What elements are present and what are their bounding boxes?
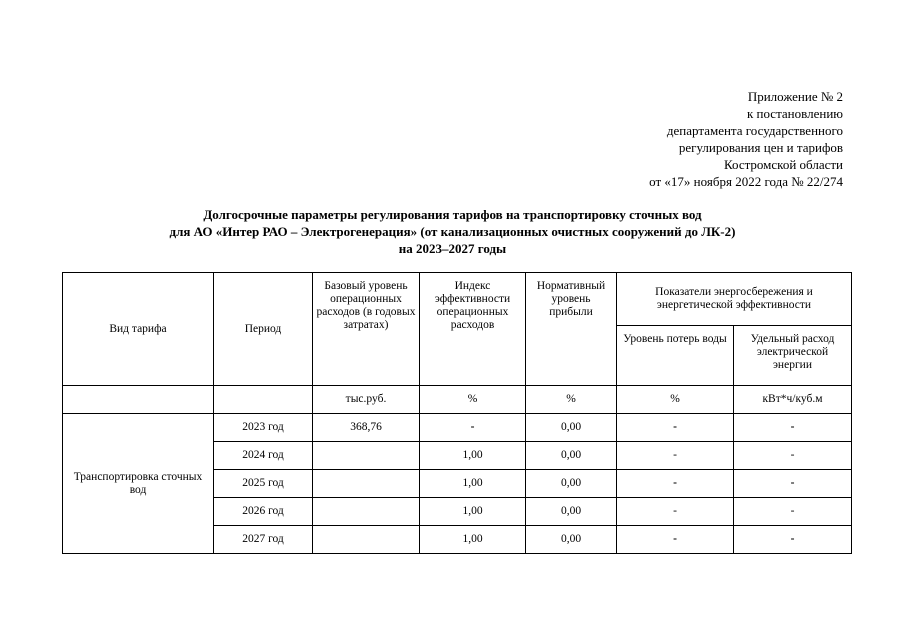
appendix-line: от «17» ноября 2022 года № 22/274 [649, 174, 843, 189]
appendix-line: регулирования цен и тарифов [678, 140, 843, 155]
unit-profit-level: % [526, 386, 617, 414]
header-tariff-type: Вид тарифа [63, 273, 214, 386]
electricity-cell: - [734, 498, 852, 526]
tariff-parameters-table [62, 272, 852, 554]
profit-level-cell: 0,00 [526, 414, 617, 442]
water-loss-cell: - [617, 498, 734, 526]
unit-base-level: тыс.руб. [313, 386, 420, 414]
efficiency-index-cell: 1,00 [420, 498, 526, 526]
base-level-cell [313, 498, 420, 526]
base-level-cell [313, 526, 420, 554]
header-base-level: Базовый уровень операционных расходов (в годовых затратах) [313, 273, 420, 386]
unit-electricity: кВт*ч/куб.м [734, 386, 852, 414]
header-electricity: Удельный расход электрической энергии [734, 326, 852, 386]
document-title [0, 206, 905, 257]
period-cell: 2025 год [214, 470, 313, 498]
water-loss-cell: - [617, 526, 734, 554]
efficiency-index-cell: 1,00 [420, 470, 526, 498]
title-line: для АО «Интер РАО – Электрогенерация» (от канализационных очистных сооружений до ЛК-2) [169, 224, 736, 239]
efficiency-index-cell: 1,00 [420, 526, 526, 554]
profit-level-cell: 0,00 [526, 526, 617, 554]
header-water-loss: Уровень потерь воды [617, 326, 734, 386]
header-period: Период [214, 273, 313, 386]
efficiency-index-cell: 1,00 [420, 442, 526, 470]
base-level-cell [313, 442, 420, 470]
profit-level-cell: 0,00 [526, 442, 617, 470]
appendix-line: Приложение № 2 [747, 89, 843, 104]
header-profit-level: Нормативный уровень прибыли [526, 273, 617, 386]
header-energy-group: Показатели энергосбережения и энергетической эффективности [617, 273, 852, 326]
electricity-cell: - [734, 442, 852, 470]
header-efficiency-index: Индекс эффективности операционных расходов [420, 273, 526, 386]
base-level-cell: 368,76 [313, 414, 420, 442]
units-row [63, 386, 852, 414]
period-cell: 2024 год [214, 442, 313, 470]
appendix-line: департамента государственного [666, 123, 843, 138]
appendix-line: к постановлению [746, 106, 843, 121]
title-line: на 2023–2027 годы [398, 241, 507, 256]
appendix-block [649, 88, 843, 190]
unit-water-loss: % [617, 386, 734, 414]
table-row [63, 414, 852, 442]
unit-empty-cell [214, 386, 313, 414]
water-loss-cell: - [617, 414, 734, 442]
appendix-line: Костромской области [723, 157, 843, 172]
period-cell: 2026 год [214, 498, 313, 526]
profit-level-cell: 0,00 [526, 498, 617, 526]
electricity-cell: - [734, 526, 852, 554]
base-level-cell [313, 470, 420, 498]
period-cell: 2023 год [214, 414, 313, 442]
profit-level-cell: 0,00 [526, 470, 617, 498]
period-cell: 2027 год [214, 526, 313, 554]
electricity-cell: - [734, 414, 852, 442]
tariff-name-cell: Транспортировка сточных вод [63, 414, 214, 554]
electricity-cell: - [734, 470, 852, 498]
water-loss-cell: - [617, 442, 734, 470]
efficiency-index-cell: - [420, 414, 526, 442]
unit-efficiency-index: % [420, 386, 526, 414]
water-loss-cell: - [617, 470, 734, 498]
unit-empty-cell [63, 386, 214, 414]
title-line: Долгосрочные параметры регулирования тарифов на транспортировку сточных вод [203, 207, 702, 222]
